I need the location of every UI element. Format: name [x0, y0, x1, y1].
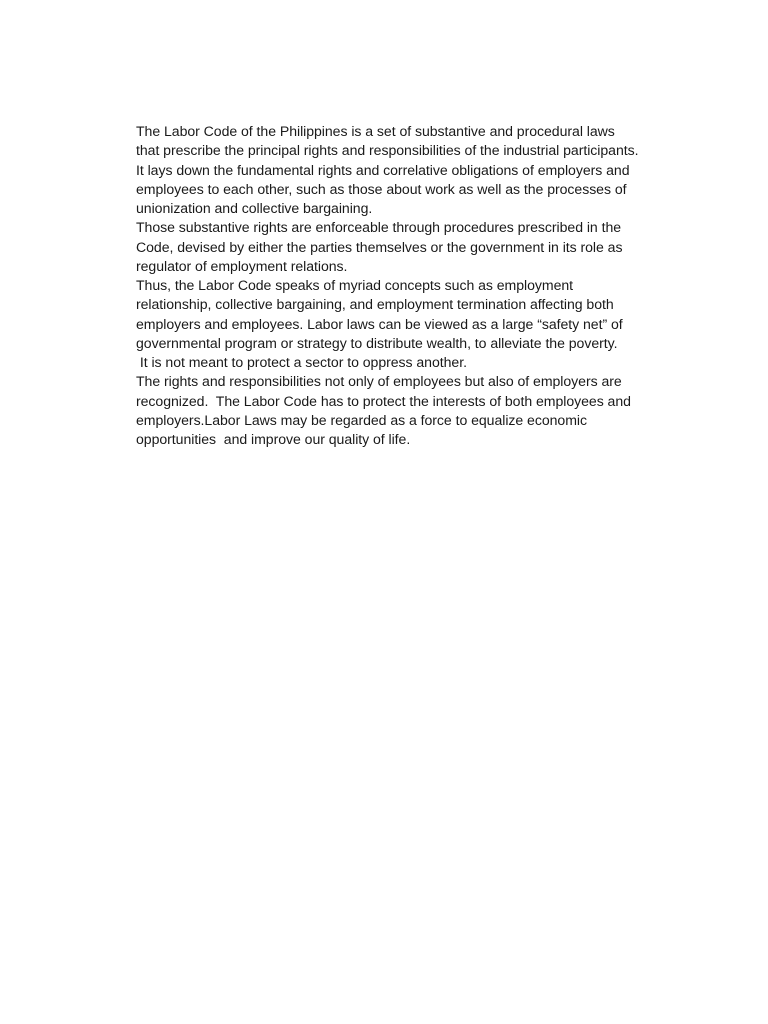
- text-line: employers and employees. Labor laws can be viewed as a large “safety net” of: [136, 315, 623, 332]
- text-line: The rights and responsibilities not only of employees but also of employers are: [136, 373, 622, 390]
- text-line: that prescribe the principal rights and responsibilities of the industrial participants.: [136, 142, 639, 159]
- text-line: The Labor Code of the Philippines is a set of substantive and procedural laws: [136, 123, 615, 139]
- text-line: unionization and collective bargaining.: [136, 200, 373, 216]
- text-line: It lays down the fundamental rights and correlative obligations of employers and: [136, 161, 630, 178]
- text-line: employees to each other, such as those about work as well as the processes of: [136, 180, 627, 197]
- text-line: governmental program or strategy to distribute wealth, to alleviate the poverty.: [136, 334, 618, 351]
- text-line: relationship, collective bargaining, and employment termination affecting both: [136, 296, 614, 313]
- text-line: It is not meant to protect a sector to oppress another.: [136, 354, 467, 370]
- text-line: regulator of employment relations.: [136, 257, 348, 274]
- text-line: Thus, the Labor Code speaks of myriad concepts such as employment: [136, 277, 574, 293]
- text-line: Code, devised by either the parties themselves or the government in its role as: [136, 238, 623, 255]
- text-line: opportunities and improve our quality of life.: [136, 431, 411, 447]
- text-line: recognized. The Labor Code has to protect the interests of both employees and: [136, 392, 631, 409]
- text-line: Those substantive rights are enforceable through procedures prescribed in the: [136, 219, 622, 236]
- text-line: employers.Labor Laws may be regarded as a force to equalize economic: [136, 411, 587, 428]
- body-text: [136, 122, 696, 449]
